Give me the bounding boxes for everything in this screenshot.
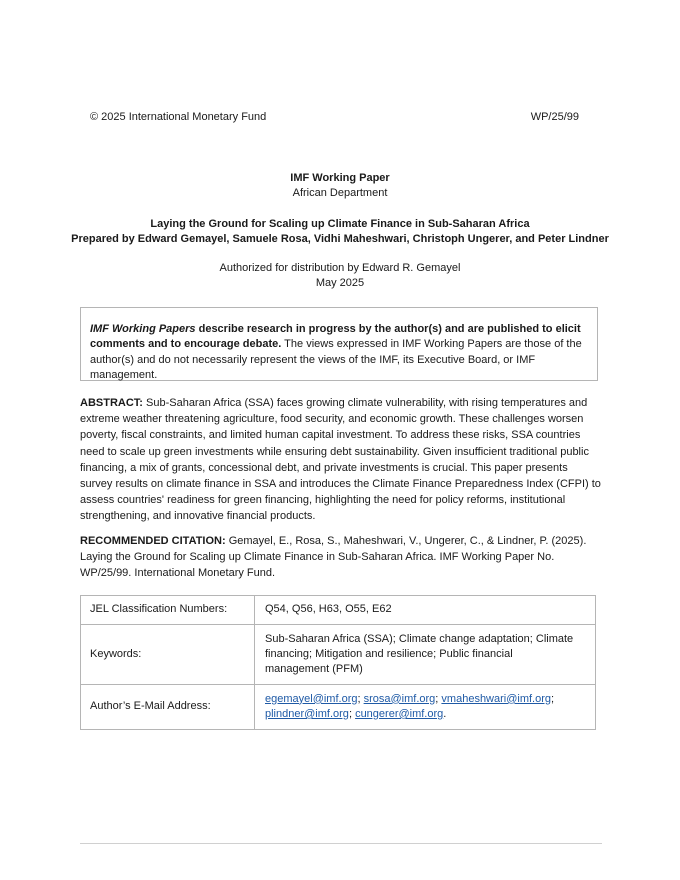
footer-divider (80, 843, 602, 844)
disclaimer-box (80, 307, 598, 381)
abstract (80, 395, 602, 525)
authors-line: Prepared by Edward Gemayel, Samuele Rosa, Vidhi Maheshwari, Christoph Ungerer, and Peter Lindner (71, 233, 609, 245)
keywords-label: Keywords: (81, 625, 255, 685)
email-link[interactable]: cungerer@imf.org (355, 708, 444, 720)
email-separator: ; (357, 692, 364, 705)
table-row (81, 625, 596, 685)
email-link[interactable]: srosa@imf.org (363, 692, 436, 705)
table-row (81, 596, 596, 625)
email-separator: ; (435, 692, 442, 705)
recommended-citation (80, 533, 602, 582)
table-row (81, 685, 596, 730)
disclaimer-rest: The views expressed in IMF Working Papers are those of the author(s) and do not necessarily represent the views of the IMF, its Executive Board, or IMF management. (90, 338, 582, 381)
publication-date: May 2025 (315, 277, 365, 289)
working-paper-number: WP/25/99 (530, 111, 579, 123)
abstract-label: ABSTRACT: (80, 397, 143, 409)
email-end: . (443, 708, 447, 720)
email-list (255, 685, 596, 730)
abstract-text: Sub-Saharan Africa (SSA) faces growing climate vulnerability, with rising temperatures and extreme weather threatening agriculture, food security, and economic growth. These challenges worsen poverty, fiscal constraints, and limited human capital investment. To address these risks, SSA countries need to scale up green investments while ensuring debt sustainability. Given insufficient traditional public financing, a mix of grants, concessional debt, and private investments is crucial. This paper presents survey results on climate finance in SSA and introduces the Climate Finance Preparedness Index (CFPI) to assess countries' readiness for green financing, highlighting the need for policy reforms, institutional strengthening, and innovative financial products. (80, 397, 601, 523)
series-title: IMF Working Paper (290, 172, 390, 184)
citation-label: RECOMMENDED CITATION: (80, 535, 226, 547)
email-separator: ; (348, 708, 356, 720)
info-table (80, 595, 596, 730)
citation-text: Gemayel, E., Rosa, S., Maheshwari, V., Ungerer, C., & Lindner, P. (2025). Laying the Ground for Scaling up Climate Finance in Sub-Saharan Africa. IMF Working Paper No. WP/25/99. International Monetary Fund. (80, 535, 587, 580)
paper-title: Laying the Ground for Scaling up Climate Finance in Sub-Saharan Africa (150, 218, 530, 230)
email-link[interactable]: egemayel@imf.org (265, 692, 358, 705)
email-link[interactable]: vmaheshwari@imf.org (441, 692, 552, 705)
email-link[interactable]: plindner@imf.org (265, 708, 349, 720)
disclaimer-bold: describe research in progress by the author(s) and are published to elicit comments and to encourage debate. (90, 323, 581, 351)
department: African Department (292, 187, 388, 199)
copyright-notice: © 2025 International Monetary Fund (90, 111, 267, 123)
jel-value: Q54, Q56, H63, O55, E62 (255, 596, 596, 625)
jel-label: JEL Classification Numbers: (81, 596, 255, 625)
disclaimer-lead: IMF Working Papers (90, 323, 196, 335)
keywords-value: Sub-Saharan Africa (SSA); Climate change adaptation; Climate financing; Mitigation and resilience; Public financial management (PFM) (255, 625, 596, 685)
email-separator: ; (551, 692, 555, 705)
authorized-line: Authorized for distribution by Edward R. Gemayel (219, 262, 461, 274)
email-label: Author’s E-Mail Address: (81, 685, 255, 730)
